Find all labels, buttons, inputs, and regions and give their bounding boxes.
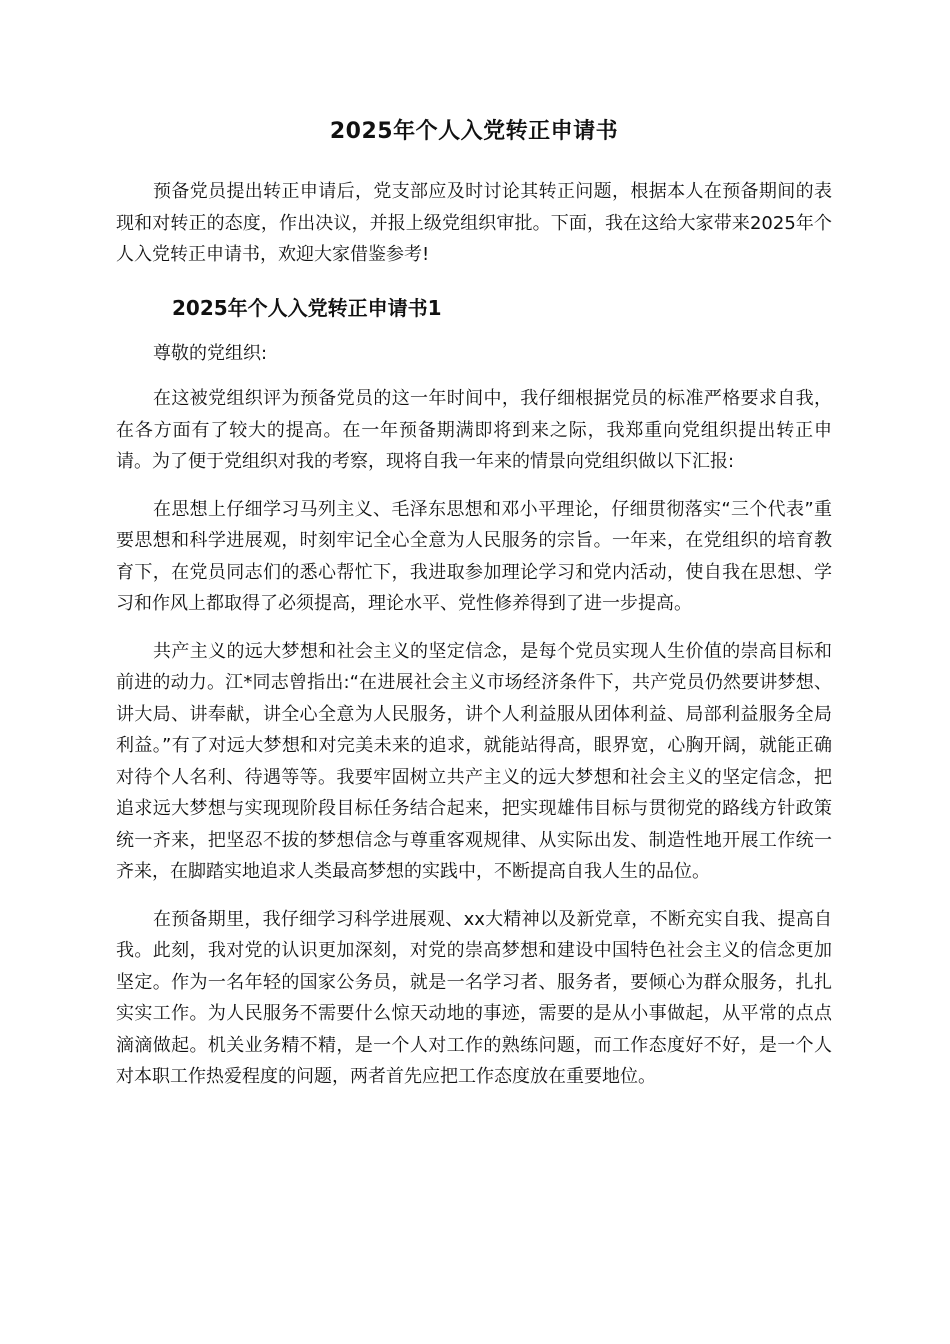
body-paragraph-2: 在思想上仔细学习马列主义、毛泽东思想和邓小平理论，仔细贯彻落实“三个代表”重要思想和科学进展观，时刻牢记全心全意为人民服务的宗旨。一年来，在党组织的培育教育下，在党员同志们的悉心帮忙下，我进取参加理论学习和党内活动，使自我在思想、学习和作风上都取得了必须提高，理论水平、党性修养得到了进一步提高。	[116, 498, 832, 614]
salutation: 尊敬的党组织:	[153, 342, 268, 364]
body-paragraph-1: 在这被党组织评为预备党员的这一年时间中，我仔细根据党员的标准严格要求自我，在各方面有了较大的提高。在一年预备期满即将到来之际，我郑重向党组织提出转正申请。为了便于党组织对我的考察，现将自我一年来的情景向党组织做以下汇报:	[116, 388, 832, 472]
body-paragraph-3: 共产主义的远大梦想和社会主义的坚定信念，是每个党员实现人生价值的崇高目标和前进的动力。江*同志曾指出:“在进展社会主义市场经济条件下，共产党员仍然要讲梦想、讲大局、讲奉献，讲全心全意为人民服务，讲个人利益服从团体利益、局部利益服务全局利益。”有了对远大梦想和对完美未来的追求，就能站得高，眼界宽，心胸开阔，就能正确对待个人名利、待遇等等。我要牢固树立共产主义的远大梦想和社会主义的坚定信念，把追求远大梦想与实现现阶段目标任务结合起来，把实现雄伟目标与贯彻党的路线方针政策统一齐来，把坚忍不拔的梦想信念与尊重客观规律、从实际出发、制造性地开展工作统一齐来，在脚踏实地追求人类最高梦想的实践中，不断提高自我人生的品位。	[116, 640, 832, 882]
intro-paragraph: 预备党员提出转正申请后，党支部应及时讨论其转正问题，根据本人在预备期间的表现和对转正的态度，作出决议，并报上级党组织审批。下面，我在这给大家带来2025年个人入党转正申请书，欢迎大家借鉴参考!	[116, 181, 832, 265]
body-paragraph-4: 在预备期里，我仔细学习科学进展观、xx大精神以及新党章，不断充实自我、提高自我。此刻，我对党的认识更加深刻，对党的崇高梦想和建设中国特色社会主义的信念更加坚定。作为一名年轻的国家公务员，就是一名学习者、服务者，要倾心为群众服务，扎扎实实工作。为人民服务不需要什么惊天动地的事迹，需要的是从小事做起，从平常的点点滴滴做起。机关业务精不精，是一个人对工作的熟练问题，而工作态度好不好，是一个人对本职工作热爱程度的问题，两者首先应把工作态度放在重要地位。	[116, 908, 832, 1087]
document-title: 2025年个人入党转正申请书	[329, 119, 619, 144]
section-title: 2025年个人入党转正申请书1	[172, 295, 442, 320]
